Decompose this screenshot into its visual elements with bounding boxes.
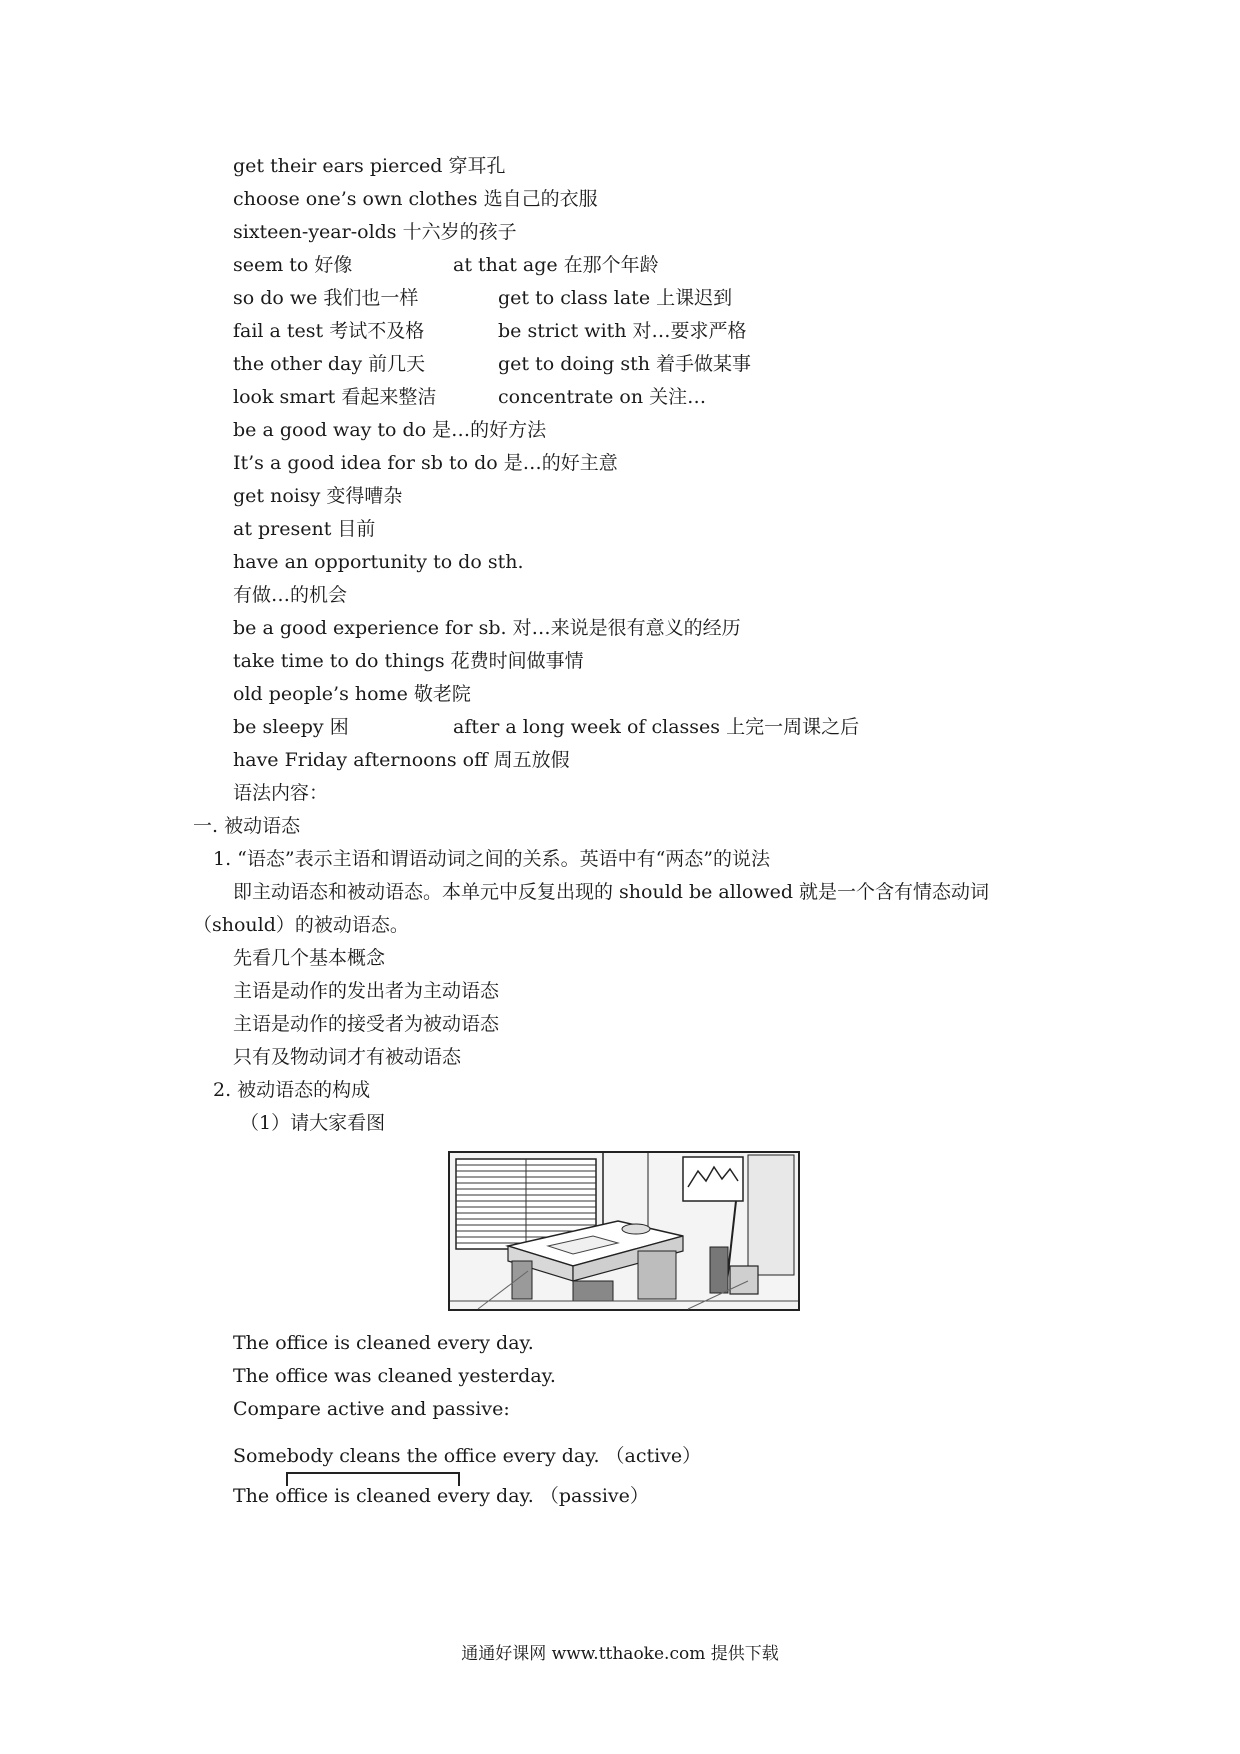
concept-line: 先看几个基本概念 (233, 947, 386, 969)
vocab-item: get their ears pierced 穿耳孔 (233, 155, 506, 177)
vocab-item: get to class late 上课迟到 (498, 287, 733, 309)
office-illustration (448, 1151, 800, 1311)
grammar-point-1-cont: （should）的被动语态。 (193, 914, 409, 936)
vocab-item: old people’s home 敬老院 (233, 683, 471, 705)
example-sentence: The office is cleaned every day. (233, 1332, 534, 1354)
passive-sentence: The office is cleaned every day. （passive） (233, 1485, 649, 1507)
vocab-item: get noisy 变得嘈杂 (233, 485, 403, 507)
vocab-item: be strict with 对…要求严格 (498, 320, 747, 342)
vocab-item: choose one’s own clothes 选自己的衣服 (233, 188, 598, 210)
example-sentence: Compare active and passive: (233, 1398, 510, 1420)
vocab-item: at that age 在那个年龄 (453, 254, 659, 276)
vocab-item: so do we 我们也一样 (233, 287, 419, 309)
concept-line: 只有及物动词才有被动语态 (233, 1046, 462, 1068)
section-title: 一. 被动语态 (193, 815, 301, 837)
vocab-item: look smart 看起来整洁 (233, 386, 437, 408)
vocab-item: sixteen-year-olds 十六岁的孩子 (233, 221, 517, 243)
vocab-item: fail a test 考试不及格 (233, 320, 425, 342)
vocab-item: be a good experience for sb. 对…来说是很有意义的经历 (233, 617, 741, 639)
vocab-item: take time to do things 花费时间做事情 (233, 650, 584, 672)
vocab-item: after a long week of classes 上完一周课之后 (453, 716, 860, 738)
vocab-item: have an opportunity to do sth. (233, 551, 524, 573)
grammar-point-1-cont: 即主动语态和被动语态。本单元中反复出现的 should be allowed 就是一个含有情态动词 (233, 881, 990, 903)
vocab-item: be a good way to do 是…的好方法 (233, 419, 547, 441)
vocab-item: have Friday afternoons off 周五放假 (233, 749, 570, 771)
vocab-item: It’s a good idea for sb to do 是…的好主意 (233, 452, 618, 474)
vocab-item: seem to 好像 (233, 254, 353, 276)
page-footer: 通通好课网 www.tthaoke.com 提供下载 (461, 1644, 779, 1664)
concept-line: 主语是动作的发出者为主动语态 (233, 980, 500, 1002)
vocab-item: 有做…的机会 (233, 584, 348, 606)
example-sentence: The office was cleaned yesterday. (233, 1365, 556, 1387)
vocab-item: be sleepy 困 (233, 716, 349, 738)
vocab-item: concentrate on 关注… (498, 386, 707, 408)
grammar-point-2: 2. 被动语态的构成 (213, 1079, 371, 1101)
concept-line: 主语是动作的接受者为被动语态 (233, 1013, 500, 1035)
grammar-point-2-sub: （1）请大家看图 (240, 1112, 386, 1134)
active-sentence: Somebody cleans the office every day. （active） (233, 1445, 702, 1467)
vocab-item: the other day 前几天 (233, 353, 426, 375)
grammar-heading: 语法内容： (233, 782, 329, 804)
vocab-item: get to doing sth 着手做某事 (498, 353, 751, 375)
grammar-point-1: 1. “语态”表示主语和谓语动词之间的关系。英语中有“两态”的说法 (213, 848, 771, 870)
vocab-item: at present 目前 (233, 518, 376, 540)
